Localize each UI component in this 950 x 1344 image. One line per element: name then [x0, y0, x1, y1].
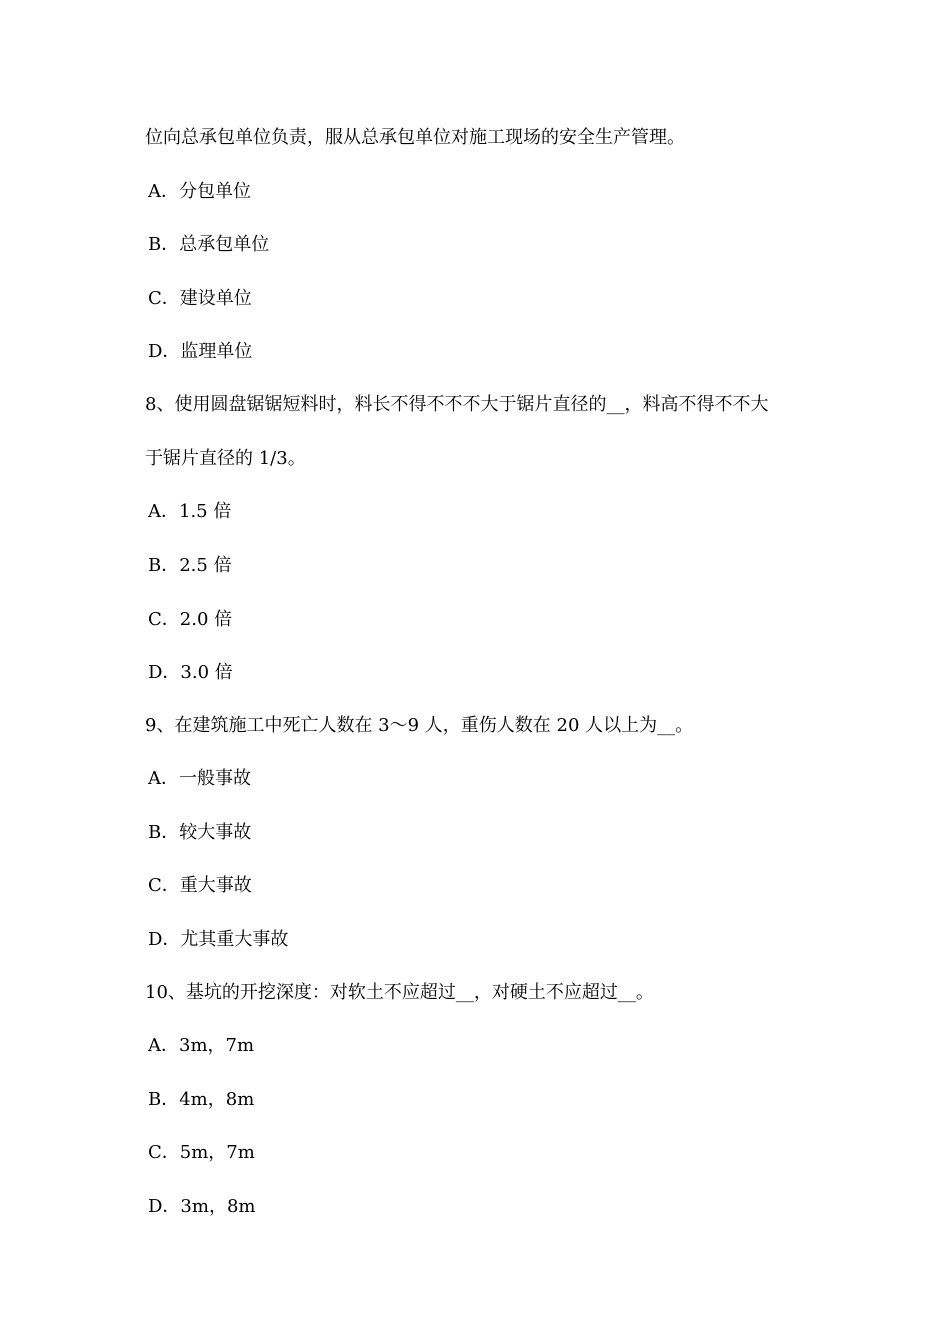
- paragraph-continuation: 位向总承包单位负责，服从总承包单位对施工现场的安全生产管理。: [145, 127, 685, 148]
- option-b: B．较大事故: [148, 822, 252, 843]
- question-10: 10、基坑的开挖深度：对软土不应超过__，对硬土不应超过__。: [145, 982, 654, 1003]
- option-b: B．2.5 倍: [148, 555, 232, 576]
- option-b: B．总承包单位: [148, 234, 270, 255]
- option-c: C．5m，7m: [148, 1142, 255, 1163]
- option-d: D．尤其重大事故: [148, 929, 289, 950]
- option-c: C．重大事故: [148, 875, 252, 896]
- option-a: A．3m，7m: [148, 1035, 255, 1056]
- option-d: D．3.0 倍: [148, 662, 233, 683]
- question-8: 8、使用圆盘锯锯短料时，料长不得不不不大于锯片直径的__，料高不得不不大: [145, 394, 769, 415]
- option-a: A．1.5 倍: [148, 501, 232, 522]
- option-a: A．分包单位: [148, 181, 251, 202]
- option-c: C．2.0 倍: [148, 609, 233, 630]
- question-8-continuation: 于锯片直径的 1/3。: [145, 448, 306, 469]
- option-b: B．4m，8m: [148, 1089, 255, 1110]
- option-d: D．3m，8m: [148, 1196, 256, 1217]
- option-d: D．监理单位: [148, 341, 253, 362]
- question-9: 9、在建筑施工中死亡人数在 3～9 人，重伤人数在 20 人以上为__。: [145, 715, 694, 736]
- option-c: C．建设单位: [148, 288, 252, 309]
- option-a: A．一般事故: [148, 768, 251, 789]
